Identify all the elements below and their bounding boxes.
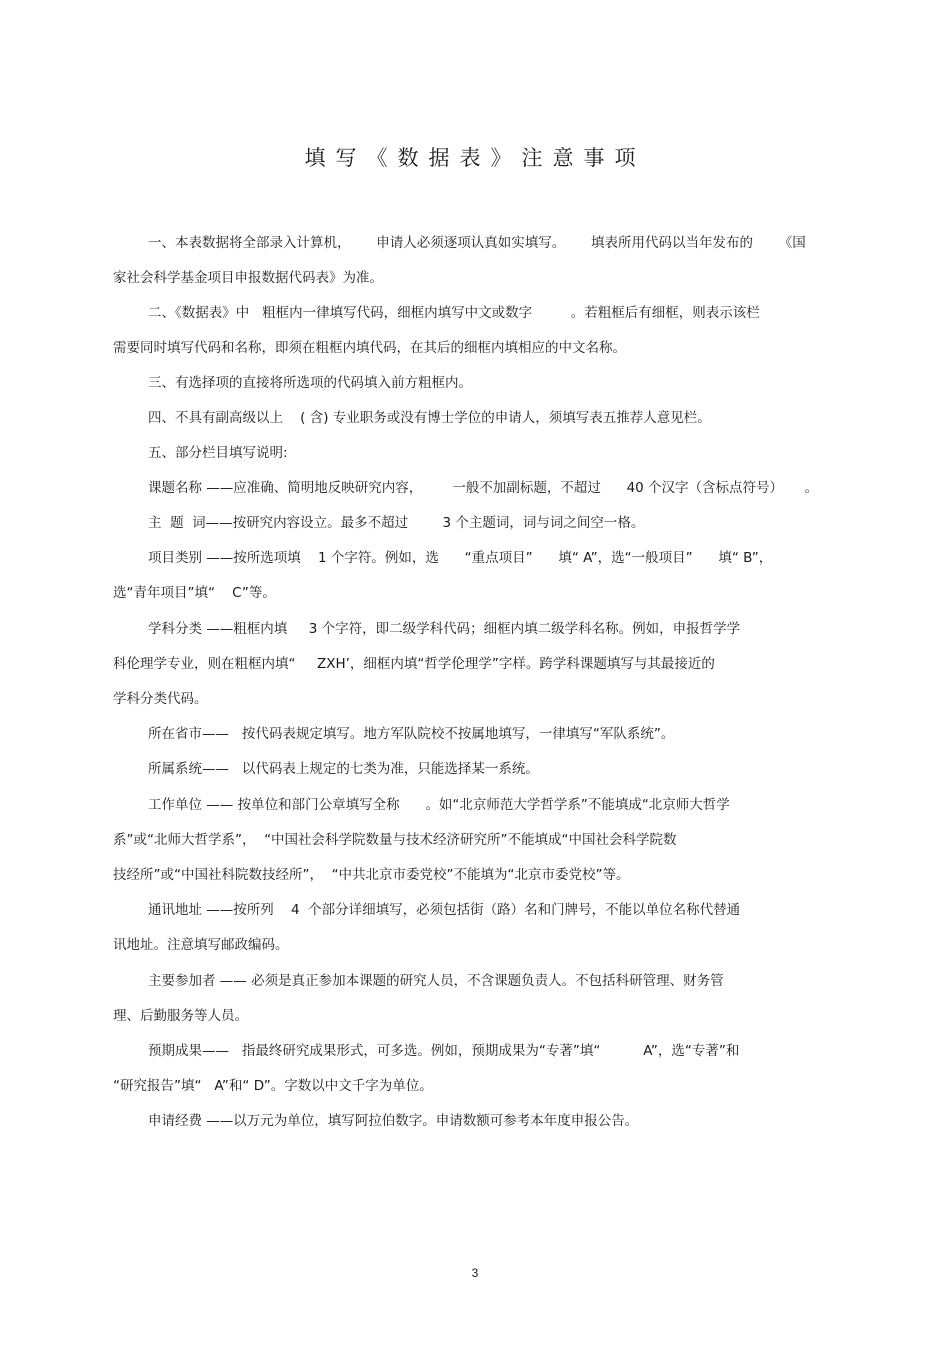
paragraph-line: 一、本表数据将全部录入计算机， 申请人必须逐项认真如实填写。 填表所用代码以当年发布的 《国 [148,235,806,251]
paragraph-line: 所属系统—— 以代码表上规定的七类为准，只能选择某一系统。 [148,761,539,777]
paragraph-line: 系”或“北师大哲学系”， “中国社会科学院数量与技术经济研究所”不能填成“中国社会科学院数 [113,832,677,848]
paragraph-line: 四、不具有副高级以上 ( 含) 专业职务或没有博士学位的申请人，须填写表五推荐人意见栏。 [148,410,711,426]
paragraph-line: 理、后勤服务等人员。 [113,1008,248,1024]
paragraph-line: 三、有选择项的直接将所选项的代码填入前方粗框内。 [148,375,472,391]
paragraph-line: 学科分类代码。 [113,691,208,707]
paragraph-line: “研究报告”填“ A”和“ D”。字数以中文千字为单位。 [113,1078,433,1094]
paragraph-line: 需要同时填写代码和名称，即须在粗框内填代码，在其后的细框内填相应的中文名称。 [113,340,626,356]
paragraph-line: 项目类别 ——按所选项填 1 个字符。例如，选 “重点项目” 填“ A”，选“一般项目” 填“ B”， [148,550,773,566]
paragraph-line: 申请经费 ——以万元为单位，填写阿拉伯数字。申请数额可参考本年度申报公告。 [148,1113,639,1129]
paragraph-line: 学科分类 ——粗框内填 3 个字符，即二级学科代码；细框内填二级学科名称。例如，申报哲学学 [148,621,741,637]
paragraph-line: 通讯地址 ——按所列 4 个部分详细填写，必须包括街（路）名和门牌号，不能以单位名称代替通 [148,902,741,918]
paragraph-line: 家社会科学基金项目申报数据代码表》为准。 [113,270,383,286]
paragraph-line: 二、《数据表》中 粗框内一律填写代码，细框内填写中文或数字 。若粗框后有细框，则表示该栏 [148,305,760,321]
paragraph-line: 选“青年项目”填“ C”等。 [113,585,276,601]
paragraph-line: 主 题 词——按研究内容设立。最多不超过 3 个主题词，词与词之间空一格。 [148,515,645,531]
page-number: 3 [471,1266,479,1280]
paragraph-line: 讯地址。注意填写邮政编码。 [113,937,289,953]
paragraph-line: 五、部分栏目填写说明: [148,445,288,461]
paragraph-line: 预期成果—— 指最终研究成果形式，可多选。例如，预期成果为“专著”填“ A”，选“专著”和 [148,1043,740,1059]
paragraph-line: 科伦理学专业，则在粗框内填“ ZXH’，细框内填“哲学伦理学”字样。跨学科课题填写与其最接近的 [113,656,715,672]
paragraph-line: 主要参加者 —— 必须是真正参加本课题的研究人员，不含课题负责人。不包括科研管理、财务管 [148,973,724,989]
paragraph-line: 技经所”或“中国社科院数技经所”， “中共北京市委党校”不能填为“北京市委党校”等。 [113,867,630,883]
document-title: 填写《数据表》注意事项 [304,146,646,170]
paragraph-line: 课题名称 ——应准确、简明地反映研究内容， 一般不加副标题，不超过 40 个汉字（含标点符号） 。 [148,480,819,496]
paragraph-line: 工作单位 —— 按单位和部门公章填写全称 。如“北京师范大学哲学系”不能填成“北京师大哲学 [148,797,730,813]
paragraph-line: 所在省市—— 按代码表规定填写。地方军队院校不按属地填写，一律填写“军队系统”。 [148,726,675,742]
